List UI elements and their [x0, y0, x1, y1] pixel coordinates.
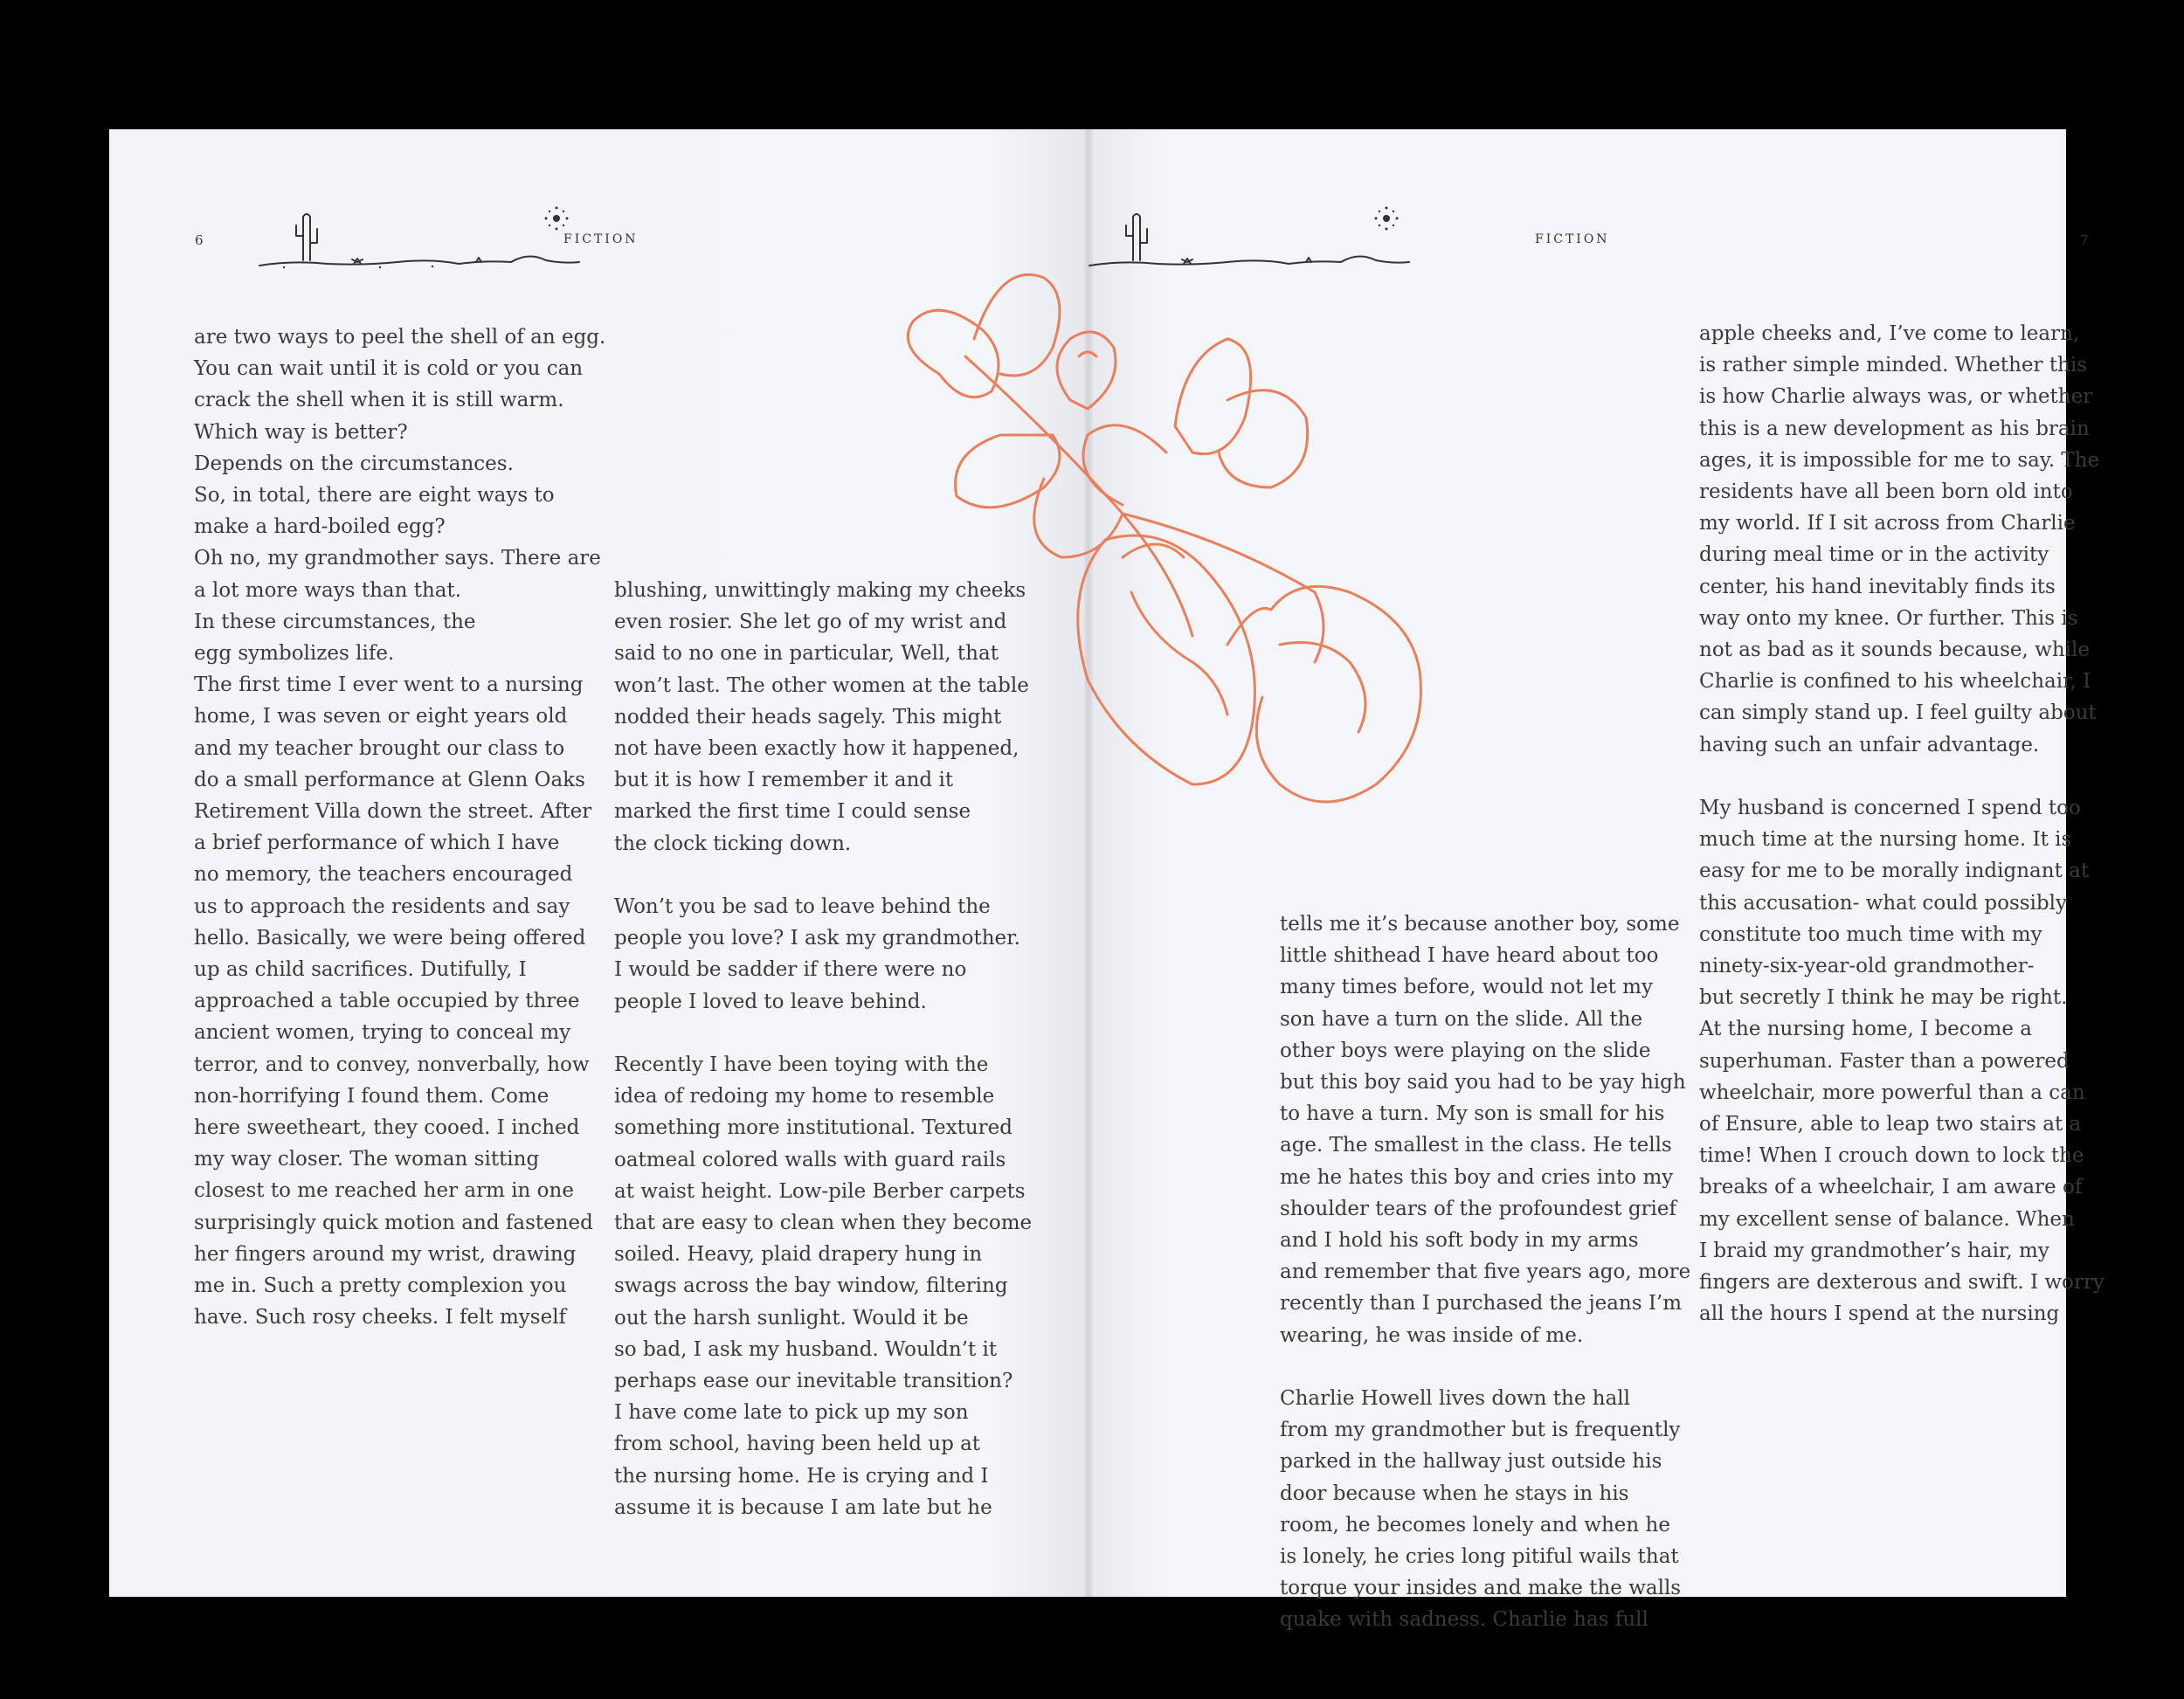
text-line: closest to me reached her arm in one: [194, 1179, 574, 1203]
text-line: not have been exactly how it happened,: [614, 737, 1019, 761]
text-line: won’t last. The other women at the table: [614, 673, 1029, 697]
text-line: quake with sadness. Charlie has full: [1280, 1608, 1648, 1632]
text-line: this accusation- what could possibly: [1699, 891, 2067, 915]
text-line: people I loved to leave behind.: [614, 990, 927, 1013]
text-line: egg symbolizes life.: [194, 642, 395, 666]
text-line: having such an unfair advantage.: [1699, 733, 2040, 756]
text-line: [1699, 761, 2110, 792]
text-line: my world. If I sit across from Charlie: [1699, 512, 2076, 535]
text-line: wheelchair, more powerful than a can: [1699, 1081, 2085, 1104]
text-line: room, he becomes lonely and when he: [1280, 1513, 1670, 1537]
text-line: [1280, 1351, 1690, 1383]
text-line: is lonely, he cries long pitiful wails that: [1280, 1545, 1679, 1569]
text-line: time! When I crouch down to lock the: [1699, 1144, 2084, 1168]
text-line: easy for me to be morally indignant at: [1699, 860, 2090, 883]
text-line: make a hard-boiled egg?: [194, 515, 446, 539]
text-line: here sweetheart, they cooed. I inched: [194, 1116, 580, 1140]
text-line: this is a new development as his brain: [1699, 417, 2090, 440]
text-line: a lot more ways than that.: [194, 578, 462, 602]
page-number-right: 7: [2080, 232, 2090, 248]
text-line: breaks of a wheelchair, I am aware of: [1699, 1176, 2083, 1199]
text-line: and remember that five years ago, more: [1280, 1260, 1691, 1284]
page-number-left: 6: [195, 232, 204, 248]
text-line: torque your insides and make the walls: [1280, 1577, 1682, 1600]
text-line: assume it is because I am late but he: [614, 1495, 992, 1519]
text-line: have. Such rosy cheeks. I felt myself: [194, 1306, 567, 1330]
running-head-label-right: FICTION: [1535, 232, 1610, 246]
text-line: At the nursing home, I become a: [1699, 1018, 2032, 1041]
text-line: Recently I have been toying with the: [614, 1053, 989, 1077]
text-line: Oh no, my grandmother says. There are: [194, 547, 601, 570]
text-line: even rosier. She let go of my wrist and: [614, 611, 1007, 634]
text-line: In these circumstances, the: [194, 610, 476, 633]
text-line: the clock ticking down.: [614, 832, 852, 855]
text-line: shoulder tears of the profoundest grief: [1280, 1197, 1677, 1220]
text-line: not as bad as it sounds because, while: [1699, 639, 2090, 662]
text-line: no memory, the teachers encouraged: [194, 863, 573, 887]
text-line: is how Charlie always was, or whether: [1699, 385, 2093, 409]
text-line: marked the first time I could sense: [614, 800, 971, 824]
text-line: Which way is better?: [194, 420, 408, 444]
text-line: recently than I purchased the jeans I’m: [1280, 1292, 1683, 1316]
text-line: parked in the hallway just outside his: [1280, 1450, 1662, 1474]
text-line: tells me it’s because another boy, some: [1280, 913, 1680, 936]
text-line: her fingers around my wrist, drawing: [194, 1242, 577, 1266]
text-line: that are easy to clean when they become: [614, 1212, 1033, 1235]
text-line: My husband is concerned I spend too: [1699, 797, 2081, 820]
text-line: ancient women, trying to conceal my: [194, 1021, 571, 1045]
text-line: many times before, would not let my: [1280, 976, 1653, 999]
text-line: people you love? I ask my grandmother.: [614, 927, 1020, 950]
text-line: center, his hand inevitably finds its: [1699, 575, 2056, 598]
text-line: ages, it is impossible for me to say. The: [1699, 448, 2100, 472]
text-line: son have a turn on the slide. All the: [1280, 1007, 1643, 1031]
text-line: a brief performance of which I have: [194, 832, 560, 855]
text-line: blushing, unwittingly making my cheeks: [614, 579, 1026, 602]
text-line: apple cheeks and, I’ve come to learn,: [1699, 322, 2080, 345]
text-line: of Ensure, able to leap two stairs at a: [1699, 1113, 2082, 1136]
text-line: nodded their heads sagely. This might: [614, 705, 1002, 729]
text-line: me he hates this boy and cries into my: [1280, 1165, 1674, 1189]
text-line: all the hours I spend at the nursing: [1699, 1302, 2060, 1326]
text-line: fingers are dexterous and swift. I worry: [1699, 1271, 2105, 1295]
text-line: other boys were playing on the slide: [1280, 1039, 1651, 1062]
text-line: up as child sacrifices. Dutifully, I: [194, 958, 527, 982]
text-line: constitute too much time with my: [1699, 922, 2042, 946]
text-line: from my grandmother but is frequently: [1280, 1419, 1681, 1442]
text-line: the nursing home. He is crying and I: [614, 1464, 989, 1488]
flower-branch-illustration: [860, 225, 1524, 872]
text-line: way onto my knee. Or further. This is: [1699, 606, 2078, 630]
text-line: me in. Such a pretty complexion you: [194, 1274, 567, 1298]
text-line: age. The smallest in the class. He tells: [1280, 1134, 1672, 1157]
text-line: can simply stand up. I feel guilty about: [1699, 701, 2097, 725]
text-line: much time at the nursing home. It is: [1699, 828, 2072, 852]
text-column-4: [1699, 318, 2110, 1330]
text-line: oatmeal colored walls with guard rails: [614, 1148, 1006, 1171]
text-line: residents have all been born old into: [1699, 480, 2073, 504]
text-column-1: [194, 321, 605, 1334]
text-line: superhuman. Faster than a powered: [1699, 1049, 2070, 1073]
running-head-label-left: FICTION: [563, 232, 639, 246]
text-line: said to no one in particular, Well, that: [614, 642, 999, 666]
cactus-desert-sun-icon: [258, 199, 590, 269]
text-line: I would be sadder if there were no: [614, 958, 967, 982]
text-line: my excellent sense of balance. When: [1699, 1207, 2075, 1231]
text-column-3: [1280, 908, 1690, 1636]
open-booklet: [109, 129, 2105, 1632]
text-line: You can wait until it is cold or you can: [194, 357, 584, 381]
text-line: non-horrifying I found them. Come: [194, 1084, 549, 1108]
text-line: but it is how I remember it and it: [614, 769, 954, 792]
text-line: Charlie Howell lives down the hall: [1280, 1387, 1631, 1411]
text-line: so bad, I ask my husband. Wouldn’t it: [614, 1337, 998, 1361]
text-line: at waist height. Low-pile Berber carpets: [614, 1179, 1026, 1203]
text-line: Depends on the circumstances.: [194, 452, 514, 475]
text-line: and I hold his soft body in my arms: [1280, 1229, 1639, 1253]
text-line: are two ways to peel the shell of an egg.: [194, 326, 606, 349]
text-line: wearing, he was inside of me.: [1280, 1323, 1584, 1347]
text-line: is rather simple minded. Whether this: [1699, 354, 2088, 377]
text-line: but this boy said you had to be yay high: [1280, 1071, 1686, 1095]
text-line: little shithead I have heard about too: [1280, 944, 1659, 968]
text-line: swags across the bay window, filtering: [614, 1274, 1008, 1298]
text-line: perhaps ease our inevitable transition?: [614, 1370, 1013, 1393]
text-line: my way closer. The woman sitting: [194, 1148, 540, 1171]
text-line: The first time I ever went to a nursing: [194, 673, 584, 697]
text-line: surprisingly quick motion and fastened: [194, 1211, 593, 1234]
text-line: terror, and to convey, nonverbally, how: [194, 1053, 590, 1076]
text-line: something more institutional. Textured: [614, 1116, 1013, 1140]
text-line: soiled. Heavy, plaid drapery hung in: [614, 1243, 983, 1267]
text-line: idea of redoing my home to resemble: [614, 1085, 995, 1108]
text-line: Retirement Villa down the street. After: [194, 800, 592, 824]
text-line: approached a table occupied by three: [194, 990, 580, 1013]
text-line: I braid my grandmother’s hair, my: [1699, 1239, 2049, 1262]
text-line: [614, 1018, 1025, 1049]
text-line: and my teacher brought our class to: [194, 736, 565, 760]
text-line: from school, having been held up at: [614, 1433, 981, 1456]
text-line: us to approach the residents and say: [194, 894, 570, 918]
text-line: Won’t you be sad to leave behind the: [614, 895, 991, 919]
text-line: during meal time or in the activity: [1699, 543, 2049, 567]
text-line: to have a turn. My son is small for his: [1280, 1102, 1665, 1126]
text-line: home, I was seven or eight years old: [194, 705, 568, 729]
text-line: but secretly I think he may be right.: [1699, 986, 2068, 1010]
text-line: So, in total, there are eight ways to: [194, 484, 555, 508]
text-line: hello. Basically, we were being offered: [194, 926, 586, 950]
text-line: ninety-six-year-old grandmother-: [1699, 955, 2035, 978]
text-line: Charlie is confined to his wheelchair, I: [1699, 670, 2091, 694]
text-line: do a small performance at Glenn Oaks: [194, 768, 585, 791]
text-line: out the harsh sunlight. Would it be: [614, 1306, 969, 1330]
text-line: I have come late to pick up my son: [614, 1401, 969, 1425]
text-line: door because when he stays in his: [1280, 1481, 1629, 1505]
text-line: crack the shell when it is still warm.: [194, 389, 564, 412]
